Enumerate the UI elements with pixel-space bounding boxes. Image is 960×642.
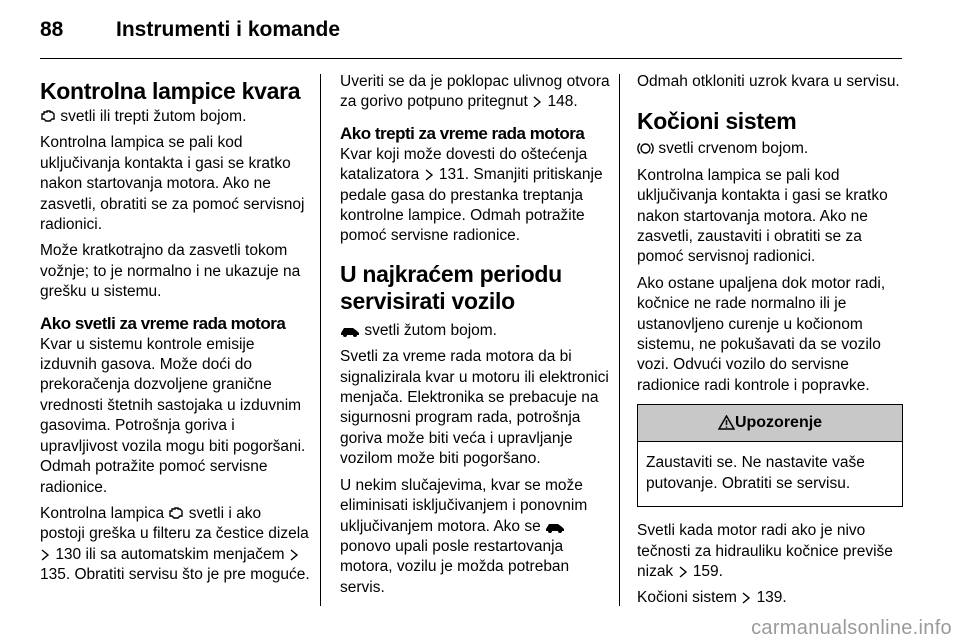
- text: Kvar koji može dovesti do oštećenja katalizatora: [340, 145, 588, 184]
- text: ili sa automatskim menjačem: [85, 545, 285, 563]
- paragraph: [40, 107, 310, 127]
- warning-title: Upozorenje: [734, 414, 823, 432]
- warning-header: [638, 405, 902, 442]
- page-header: [40, 18, 902, 62]
- page-reference: 131: [438, 166, 465, 184]
- heading-malfunction-lamp: Kontrolna lampice kvara: [40, 78, 301, 104]
- page-reference: 130: [55, 545, 82, 563]
- watermark: carmanualsonline.info: [751, 617, 952, 639]
- brake-system-icon: [637, 141, 654, 156]
- text: svetli i ako postoji greška u filteru za čestice dizela: [40, 504, 309, 543]
- engine-warning-icon: [40, 108, 56, 124]
- page-reference: 148.: [547, 93, 578, 111]
- paragraph: [340, 72, 610, 113]
- reference-arrow-icon: [532, 95, 543, 109]
- paragraph: [340, 145, 610, 247]
- subheading-flashing-while-running: Ako trepti za vreme rada motora: [340, 123, 585, 143]
- text: Kontrolna lampica: [40, 504, 165, 522]
- paragraph: [637, 139, 903, 159]
- text: . Smanjiti pritiskanje pedale gasa do prestanka treptanja kontrolne lampice. Odmah potražite pomoć servisne radionice.: [340, 166, 603, 245]
- reference-arrow-icon: [424, 168, 435, 182]
- paragraph: Može kratkotrajno da zasvetli tokom vožnje; to je normalno i ne ukazuje na grešku u sistemu.: [40, 242, 301, 301]
- paragraph: [637, 521, 903, 582]
- text: . Obratiti servisu što je pre moguće.: [65, 566, 310, 584]
- reference-arrow-icon: [289, 548, 300, 562]
- header-rule: [40, 58, 902, 59]
- page-reference: 139.: [756, 589, 787, 607]
- column-divider: [619, 74, 620, 606]
- page-reference: 135: [40, 566, 66, 584]
- paragraph: Kvar u sistemu kontrole emisije izduvnih gasova. Može doći do prekoračenja dozvoljene granične vrednosti štetnih sastojaka u izduvnim gasovima. Potrošnja goriva i upravljivost vozila mogu biti pogoršani. Odmah potražite pomoć servisne radionice.: [40, 335, 306, 496]
- warning-triangle-icon: [718, 415, 735, 430]
- paragraph: [340, 476, 610, 598]
- text: U nekim slučajevima, kvar se može eliminisati isključivanjem i ponovnim uključivanjem motora. Ako se: [340, 476, 588, 535]
- text: Kočioni sistem: [637, 589, 737, 607]
- paragraph: Kontrolna lampica se pali kod uključivanja kontakta i gasi se kratko nakon startovanja motora. Ako ne zasvetli, zaustaviti i obratiti se za pomoć servisnoj radionici.: [637, 166, 888, 266]
- section-name: Instrumenti i komande: [116, 18, 341, 41]
- heading-brake-system: Kočioni sistem: [637, 108, 797, 135]
- paragraph: Odmah otkloniti uzrok kvara u servisu.: [637, 73, 900, 90]
- text: Svetli kada motor radi ako je nivo tečnosti za hidrauliku kočnice previše nizak: [637, 522, 893, 580]
- text: svetli žutom bojom.: [364, 321, 497, 339]
- column-3: [637, 72, 903, 615]
- warning-box: [637, 404, 903, 507]
- engine-warning-icon: [168, 505, 184, 521]
- heading-service-vehicle-soon: U najkraćem periodu servisirati vozilo: [340, 260, 562, 314]
- paragraph: [340, 321, 610, 341]
- column-1: [40, 78, 310, 592]
- column-2: [340, 72, 610, 604]
- text: svetli crvenom bojom.: [658, 140, 809, 158]
- column-divider: [320, 74, 321, 606]
- reference-arrow-icon: [678, 565, 689, 579]
- warning-text: Zaustaviti se. Ne nastavite vaše putovanje. Obratiti se servisu.: [646, 454, 865, 492]
- paragraph: Kontrolna lampica se pali kod uključivanja kontakta i gasi se kratko nakon startovanja motora. Ako ne zasvetli, obratiti se za pomoć servisnoj radionici.: [40, 134, 305, 234]
- page-number: 88: [40, 18, 64, 41]
- text: ponovo upali posle restartovanja motora, vozilu je možda potreban servis.: [340, 537, 570, 596]
- reference-arrow-icon: [40, 548, 51, 562]
- paragraph: [637, 588, 903, 608]
- text: Uveriti se da je poklopac ulivnog otvora za gorivo potpuno pritegnut: [340, 73, 610, 111]
- text: svetli ili trepti žutom bojom.: [60, 108, 247, 125]
- service-vehicle-icon: [340, 324, 360, 338]
- paragraph: Svetli za vreme rada motora da bi signalizirala kvar u motoru ili elektronici menjača. Elektronika se prebacuje na sigurnosni program rada, potrošnja goriva može biti veća i upravljanje vozilom može biti pogoršano.: [340, 348, 609, 468]
- paragraph: Ako ostane upaljena dok motor radi, kočnice ne rade normalno ili je ustanovljeno curenje u kočionom sistemu, ne pokušavati da se vozilo vozi. Odvući vozilo do servisne radionice radi kontrole i popravke.: [637, 274, 886, 394]
- page-reference: 159.: [692, 562, 723, 580]
- paragraph: [40, 504, 310, 586]
- reference-arrow-icon: [741, 591, 752, 605]
- subheading-lit-while-running: Ako svetli za vreme rada motora: [40, 313, 286, 333]
- service-vehicle-icon: [545, 520, 565, 534]
